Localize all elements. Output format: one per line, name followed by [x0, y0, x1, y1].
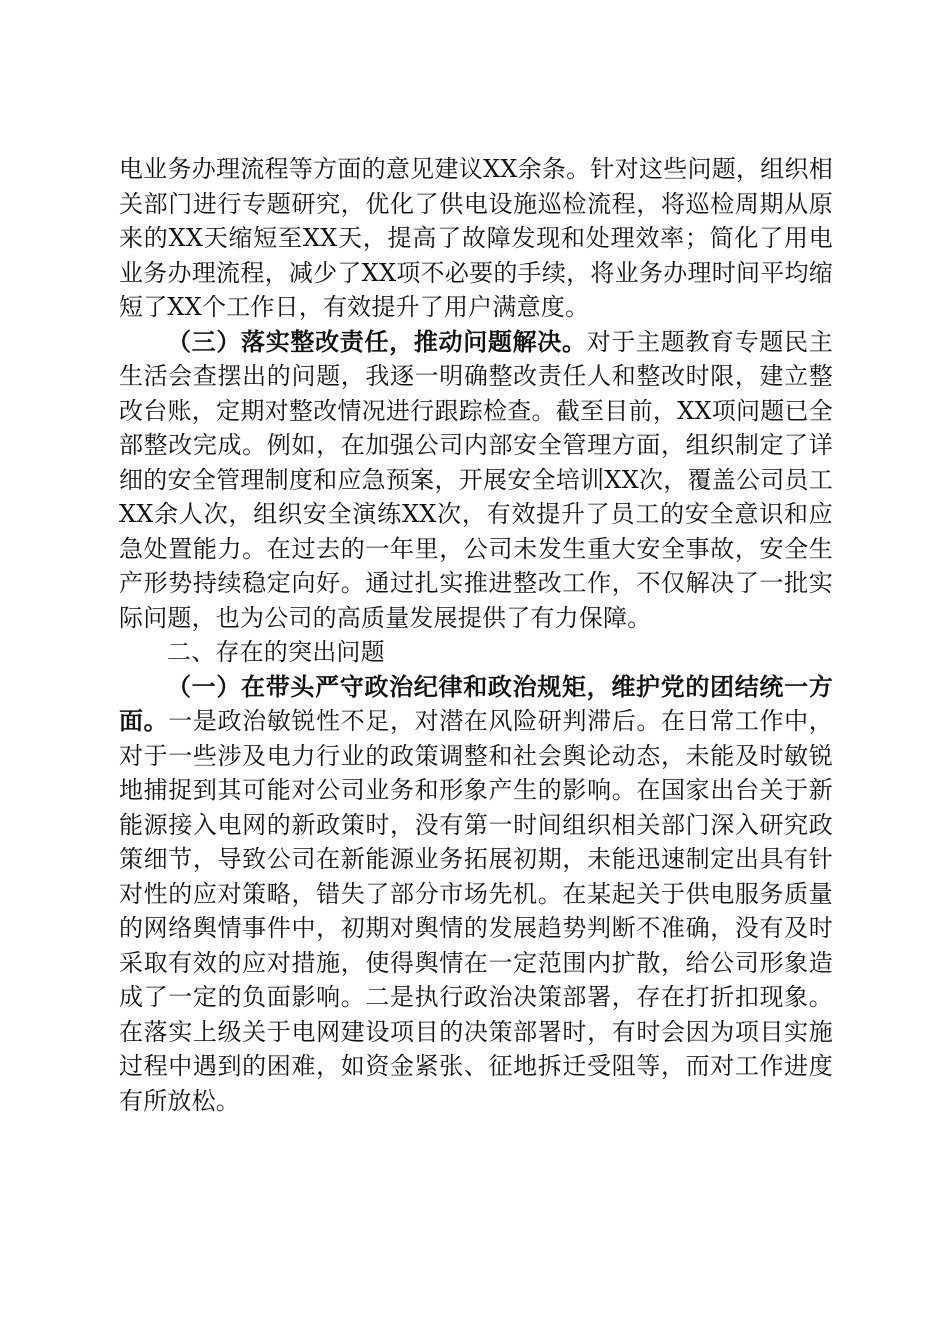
paragraph-rectification [119, 325, 833, 636]
paragraph-text: 电业务办理流程等方面的意见建议XX余条。针对这些问题，组织相关部门进行专题研究，优化了供电设施巡检流程，将巡检周期从原来的XX天缩短至XX天，提高了故障发现和处理效率；简化了用电业务办理流程，减少了XX项不必要的手续，将业务办理时间平均缩短了XX个工作日，有效提升了用户满意度。 [119, 155, 833, 321]
document-body [119, 152, 833, 1118]
paragraph-lead: （三）落实整改责任，推动问题解决。 [167, 326, 587, 356]
paragraph-continuation [119, 152, 833, 325]
paragraph-text: 一是政治敏锐性不足，对潜在风险研判滞后。在日常工作中，对于一些涉及电力行业的政策调整和社会舆论动态，未能及时敏锐地捕捉到其可能对公司业务和形象产生的影响。在国家出台关于新能源接入电网的新政策时，没有第一时间组织相关部门深入研究政策细节，导致公司在新能源业务拓展初期，未能迅速制定出具有针对性的应对策略，错失了部分市场先机。在某起关于供电服务质量的网络舆情事件中，初期对舆情的发展趋势判断不准确，没有及时采取有效的应对措施，使得舆情在一定范围内扩散，给公司形象造成了一定的负面影响。二是执行政治决策部署，存在打折扣现象。在落实上级关于电网建设项目的决策部署时，有时会因为项目实施过程中遇到的困难，如资金紧张、征地拆迁受阻等，而对工作进度有所放松。 [119, 707, 833, 1115]
section-heading: 二、存在的突出问题 [167, 638, 385, 666]
paragraph-lead: （一）在带头严守政治纪律和政治规矩，维护党的团结统一方面。 [119, 671, 833, 735]
paragraph-text: 对于主题教育专题民主生活会查摆出的问题，我逐一明确整改责任人和整改时限，建立整改台账，定期对整改情况进行跟踪检查。截至目前，XX项问题已全部整改完成。例如，在加强公司内部安全管理方面，组织制定了详细的安全管理制度和应急预案，开展安全培训XX次，覆盖公司员工XX余人次，组织安全演练XX次，有效提升了员工的安全意识和应急处置能力。在过去的一年里，公司未发生重大安全事故，安全生产形势持续稳定向好。通过扎实推进整改工作，不仅解决了一批实际问题，也为公司的高质量发展提供了有力保障。 [119, 327, 833, 632]
paragraph-political-discipline [119, 670, 833, 1119]
